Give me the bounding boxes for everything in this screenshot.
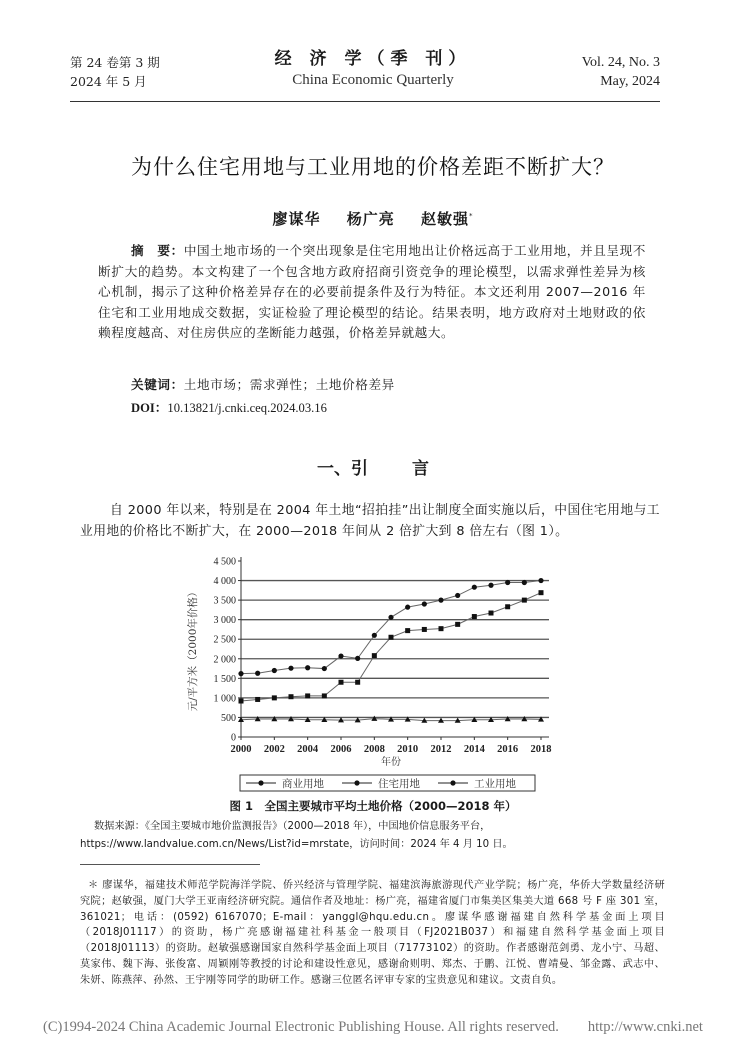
keywords — [131, 374, 395, 393]
data-point — [372, 633, 377, 638]
header-rule — [70, 101, 660, 102]
volume-en: Vol. 24, No. 3 — [581, 55, 660, 70]
legend-marker — [258, 780, 263, 785]
issue-date: 2024 年 5 月 — [70, 74, 147, 89]
data-point — [305, 665, 310, 670]
data-point — [389, 635, 394, 640]
y-tick-label: 1 500 — [213, 673, 236, 685]
data-point — [455, 593, 460, 598]
author: 廖谋华 — [272, 210, 321, 228]
x-axis-label: 年份 — [381, 757, 401, 768]
keywords-label: 关键词： — [131, 377, 184, 392]
data-point — [522, 580, 527, 585]
data-point — [239, 699, 244, 704]
author-name: 赵敏强 — [420, 210, 469, 228]
abstract-text: 中国土地市场的一个突出现象是住宅用地出让价格远高于工业用地，并且呈现不断扩大的趋势。本文构建了一个包含地方政府招商引资竞争的理论模型，以需求弹性差异为核心机制，揭示了这种价格差异存在的必要前提条件及行为特征。本文还利用 2007—2016 年住宅和工业用地成交数据，实证检验了理论模型的结论。结果表明，地方政府对土地财政的依赖程度越高、对住房供应的垄断能力越强，价格差异就越大。 — [98, 243, 647, 341]
y-tick-label: 500 — [221, 712, 236, 724]
doi — [131, 397, 327, 416]
data-point — [339, 680, 344, 685]
issue-info-en — [582, 53, 660, 91]
doi-value[interactable]: 10.13821/j.cnki.ceq.2024.03.16 — [167, 401, 327, 415]
x-tick-label: 2016 — [497, 744, 519, 755]
data-point — [455, 622, 460, 627]
data-point — [438, 598, 443, 603]
y-tick-label: 4 500 — [213, 556, 236, 568]
author — [421, 210, 474, 228]
data-point — [405, 628, 410, 633]
x-tick-label: 2002 — [263, 744, 285, 755]
data-point — [422, 627, 427, 632]
author-footnote-mark: * — [469, 212, 474, 220]
data-point — [489, 611, 494, 616]
data-point — [422, 601, 427, 606]
figure-caption: 图 1 全国主要城市平均土地价格（2000—2018 年） — [229, 799, 517, 813]
copyright-notice: (C)1994-2024 China Academic Journal Electronic Publishing House. All rights reserved. http://www.cnki.net — [43, 1019, 703, 1035]
x-tick-label: 2010 — [397, 744, 419, 755]
data-point — [355, 680, 360, 685]
x-tick-label: 2014 — [463, 744, 485, 755]
legend-marker — [354, 780, 359, 785]
data-point — [439, 626, 444, 631]
y-tick-label: 4 000 — [213, 576, 236, 588]
author-footnote: ＊ 廖谋华，福建技术师范学院海洋学院、侨兴经济与管理学院、福建滨海旅游现代产业学院；杨广亮，华侨大学数量经济研究院；赵敏强，厦门大学王亚南经济研究院。通信作者及地址：杨广亮，福建省厦门市集美区集美大道 668 号 F 座 301 室，361021；电话：(0592) 6167070；E-mail：yanggl@hqu.edu.cn。廖谋华感谢福建自然科学基金面上项目（2018J01117）的资助，杨广亮感谢福建社科基金一般项目（FJ2021B037）和福建自然科学基金面上项目（2018J01113）的资助。赵敏强感谢国家自然科学基金面上项目（71773102）的资助。作者感谢范剑勇、龙小宁、马超、莫家伟、魏下海、张俊富、周颖刚等教授的讨论和建设性意见，感谢俞则明、郑杰、于鹏、江悦、曹靖曼、邹金露、武志中、朱妍、陈燕萍、孙然、王宇刚等同学的助研工作。感谢三位匿名评审专家的宝贵意见和建议。文责自负。 — [80, 880, 665, 986]
data-point — [322, 693, 327, 698]
y-tick-label: 2 000 — [213, 654, 236, 666]
data-point — [255, 697, 260, 702]
legend-label: 工业用地 — [474, 778, 516, 790]
legend-label: 住宅用地 — [378, 778, 420, 790]
data-point — [505, 604, 510, 609]
legend-marker — [450, 780, 455, 785]
author: 杨广亮 — [346, 210, 395, 228]
section-title: 言 — [412, 459, 429, 479]
data-point — [272, 668, 277, 673]
x-tick-label: 2008 — [363, 744, 385, 755]
y-tick-label: 3 500 — [213, 595, 236, 607]
x-tick-label: 2006 — [330, 744, 352, 755]
data-point — [255, 671, 260, 676]
data-point — [539, 590, 544, 595]
intro-paragraph: 自 2000 年以来，特别是在 2004 年土地“招拍挂”出让制度全面实施以后，中国住宅用地与工业用地的价格比不断扩大，在 2000—2018 年间从 2 倍扩大到 8 倍左右（图 1）。 — [80, 503, 660, 539]
abstract — [98, 241, 646, 344]
x-tick-label: 2012 — [430, 744, 452, 755]
journal-name-cn: 经 济 学（季 刊） — [274, 49, 472, 69]
y-tick-label: 2 500 — [213, 634, 236, 646]
issue-volume: 第 24 卷第 3 期 — [70, 55, 160, 70]
series-line-1 — [241, 581, 541, 674]
data-point — [388, 615, 393, 620]
keywords-text: 土地市场；需求弹性；土地价格差异 — [183, 377, 395, 392]
data-point — [522, 598, 527, 603]
date-en: May, 2024 — [600, 74, 660, 89]
x-tick-label: 2004 — [297, 744, 319, 755]
data-point — [338, 653, 343, 658]
series-line-2 — [241, 593, 541, 701]
data-point — [488, 583, 493, 588]
abstract-label: 摘 要： — [131, 243, 184, 258]
data-point — [472, 585, 477, 590]
data-point — [405, 605, 410, 610]
figure-1 — [180, 548, 560, 798]
data-point — [238, 671, 243, 676]
y-tick-label: 0 — [231, 732, 236, 744]
data-point — [305, 693, 310, 698]
data-point — [472, 614, 477, 619]
data-point — [355, 656, 360, 661]
data-point — [288, 666, 293, 671]
footnote-rule — [80, 864, 260, 865]
data-point — [272, 695, 277, 700]
article-title: 为什么住宅用地与工业用地的价格差距不断扩大？ — [131, 155, 615, 179]
line-chart — [180, 548, 560, 798]
y-tick-label: 1 000 — [213, 693, 236, 705]
author-list — [0, 208, 746, 229]
data-source-note: 数据来源：《全国主要城市地价监测报告》（2000—2018 年），中国地价信息服务平台，https://www.landvalue.com.cn/News/List?id=mrstate，访问时间：2024 年 4 月 10 日。 — [80, 821, 513, 850]
legend-label: 商业用地 — [282, 778, 324, 790]
data-point — [372, 653, 377, 658]
x-tick-label: 2000 — [230, 744, 252, 755]
doi-label: DOI： — [131, 401, 168, 415]
y-tick-label: 3 000 — [213, 615, 236, 627]
y-axis-label: 元/平方米（2000年价格） — [187, 586, 199, 712]
data-point — [538, 578, 543, 583]
data-point — [289, 694, 294, 699]
data-point — [322, 666, 327, 671]
section-number: 一、引 — [317, 459, 368, 479]
data-point — [505, 580, 510, 585]
journal-name-en: China Economic Quarterly — [292, 72, 454, 88]
x-tick-label: 2018 — [530, 744, 552, 755]
section-heading — [0, 454, 746, 479]
